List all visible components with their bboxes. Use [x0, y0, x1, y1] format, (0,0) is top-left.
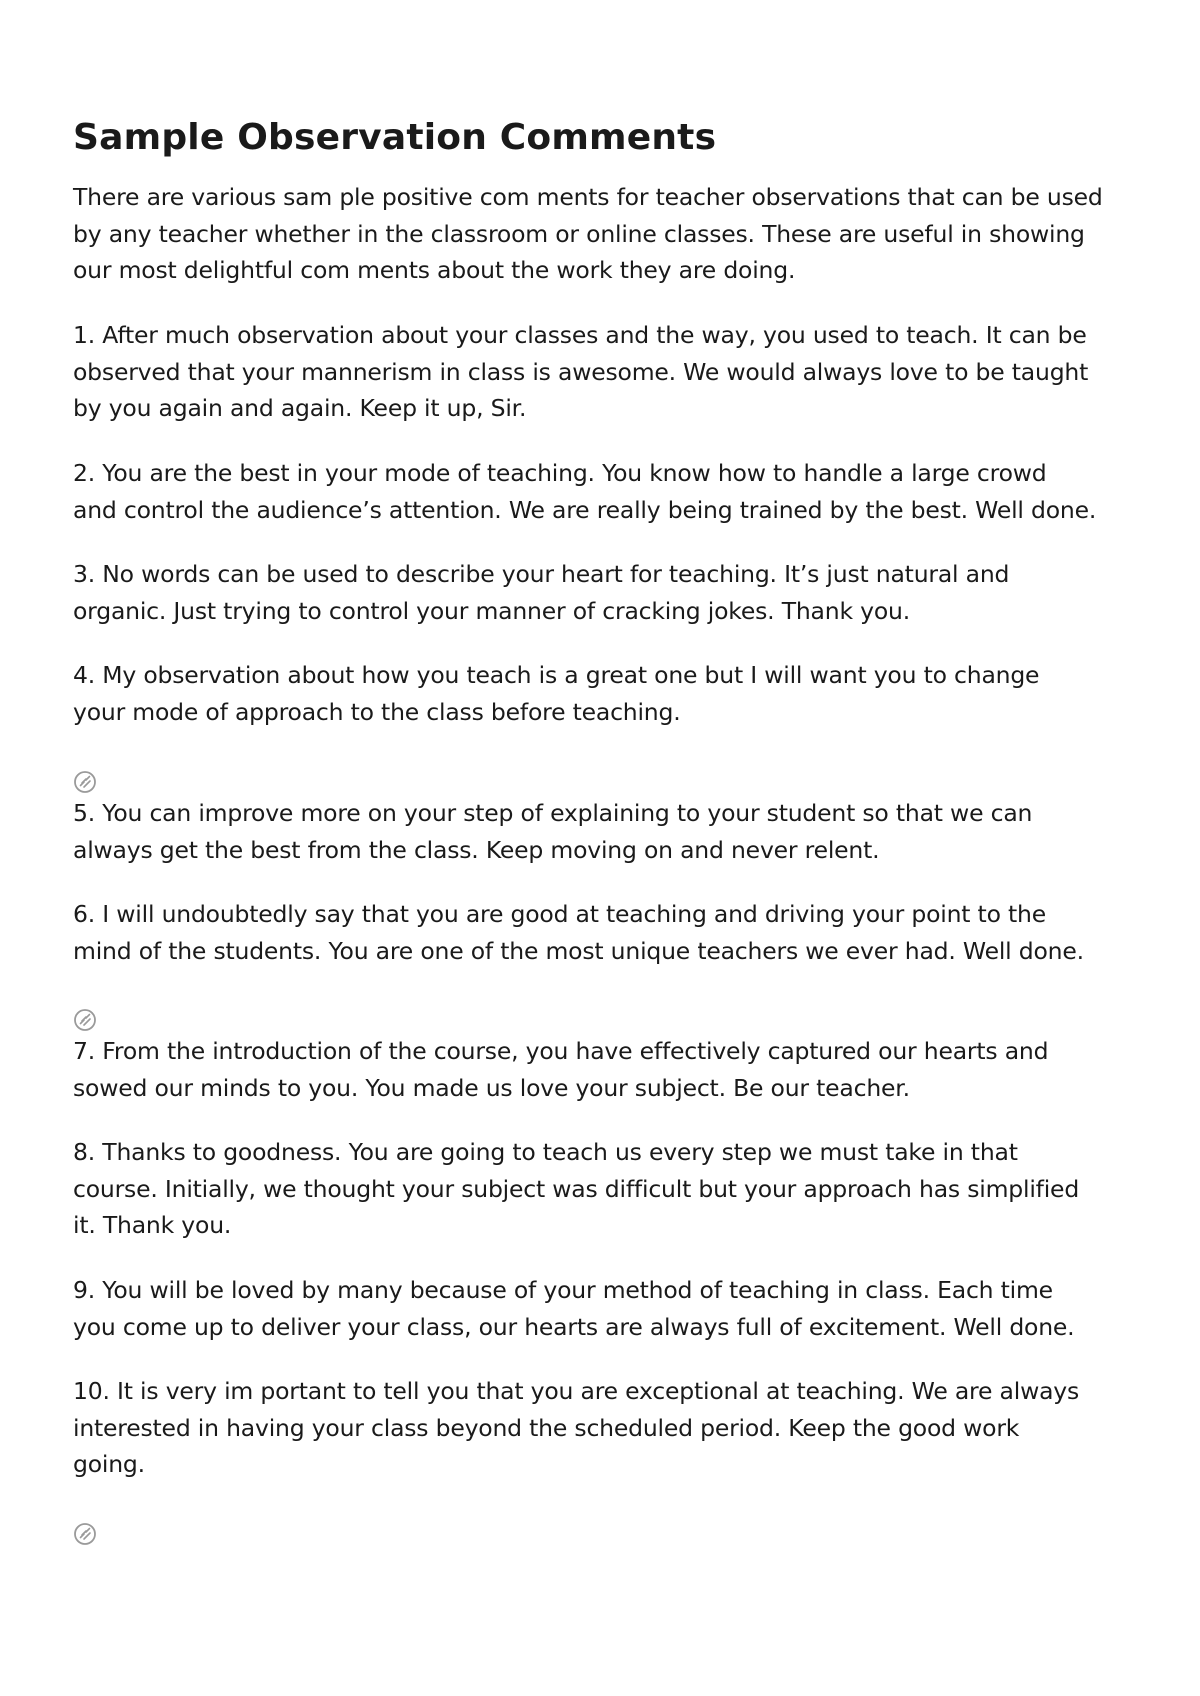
- comment-4: [73, 657, 1153, 730]
- comment-line: your mode of approach to the class before teaching.: [73, 697, 681, 726]
- comment-line: course. Initially, we thought your subject was difficult but your approach has simplified: [73, 1174, 1080, 1203]
- comment-8: [73, 1134, 1153, 1244]
- comment-line: 9. You will be loved by many because of your method of teaching in class. Each time: [73, 1276, 1053, 1304]
- comment-line: 5. You can improve more on your step of explaining to your student so that we can: [73, 799, 1033, 827]
- comment-line: 4. My observation about how you teach is a great one but I will want you to change: [73, 661, 1040, 689]
- comment-2: [73, 455, 1153, 528]
- page-title: Sample Observation Comments: [73, 117, 717, 158]
- comment-7: [73, 1033, 1153, 1106]
- comment-3: [73, 556, 1153, 629]
- comment-line: 7. From the introduction of the course, you have effectively captured our hearts and: [73, 1037, 1049, 1065]
- comment-10: [73, 1373, 1153, 1483]
- comment-5: [73, 795, 1153, 868]
- comment-6: [73, 896, 1153, 969]
- comment-line: 8. Thanks to goodness. You are going to teach us every step we must take in that: [73, 1138, 1018, 1166]
- comment-line: always get the best from the class. Keep moving on and never relent.: [73, 835, 880, 864]
- intro-line: There are various sam ple positive com ments for teacher observations that can be used: [73, 183, 1103, 211]
- comment-9: [73, 1272, 1153, 1345]
- comment-line: interested in having your class beyond the scheduled period. Keep the good work: [73, 1413, 1020, 1442]
- link-circle-icon: [73, 1522, 97, 1546]
- comment-line: it. Thank you.: [73, 1211, 232, 1239]
- comment-line: and control the audience’s attention. We are really being trained by the best. Well done.: [73, 495, 1097, 524]
- comment-line: sowed our minds to you. You made us love your subject. Be our teacher.: [73, 1073, 910, 1102]
- comment-line: going.: [73, 1450, 145, 1478]
- link-circle-icon: [73, 770, 97, 794]
- intro-line: by any teacher whether in the classroom or online classes. These are useful in showing: [73, 219, 1085, 248]
- comment-line: organic. Just trying to control your manner of cracking jokes. Thank you.: [73, 596, 910, 625]
- comment-line: 10. It is very im portant to tell you that you are exceptional at teaching. We are always: [73, 1377, 1080, 1405]
- comment-line: mind of the students. You are one of the most unique teachers we ever had. Well done.: [73, 936, 1084, 965]
- comment-line: 1. After much observation about your classes and the way, you used to teach. It can be: [73, 321, 1087, 349]
- comment-line: observed that your mannerism in class is awesome. We would always love to be taught: [73, 357, 1089, 386]
- intro-line: our most delightful com ments about the work they are doing.: [73, 256, 796, 284]
- intro-paragraph: [73, 179, 1153, 289]
- comment-line: by you again and again. Keep it up, Sir.: [73, 394, 527, 422]
- comment-line: 6. I will undoubtedly say that you are good at teaching and driving your point to the: [73, 900, 1046, 928]
- comment-line: 2. You are the best in your mode of teaching. You know how to handle a large crowd: [73, 459, 1047, 487]
- link-circle-icon: [73, 1008, 97, 1032]
- comment-1: [73, 317, 1153, 427]
- comment-line: 3. No words can be used to describe your heart for teaching. It’s just natural and: [73, 560, 1010, 588]
- comment-line: you come up to deliver your class, our hearts are always full of excitement. Well done.: [73, 1312, 1075, 1341]
